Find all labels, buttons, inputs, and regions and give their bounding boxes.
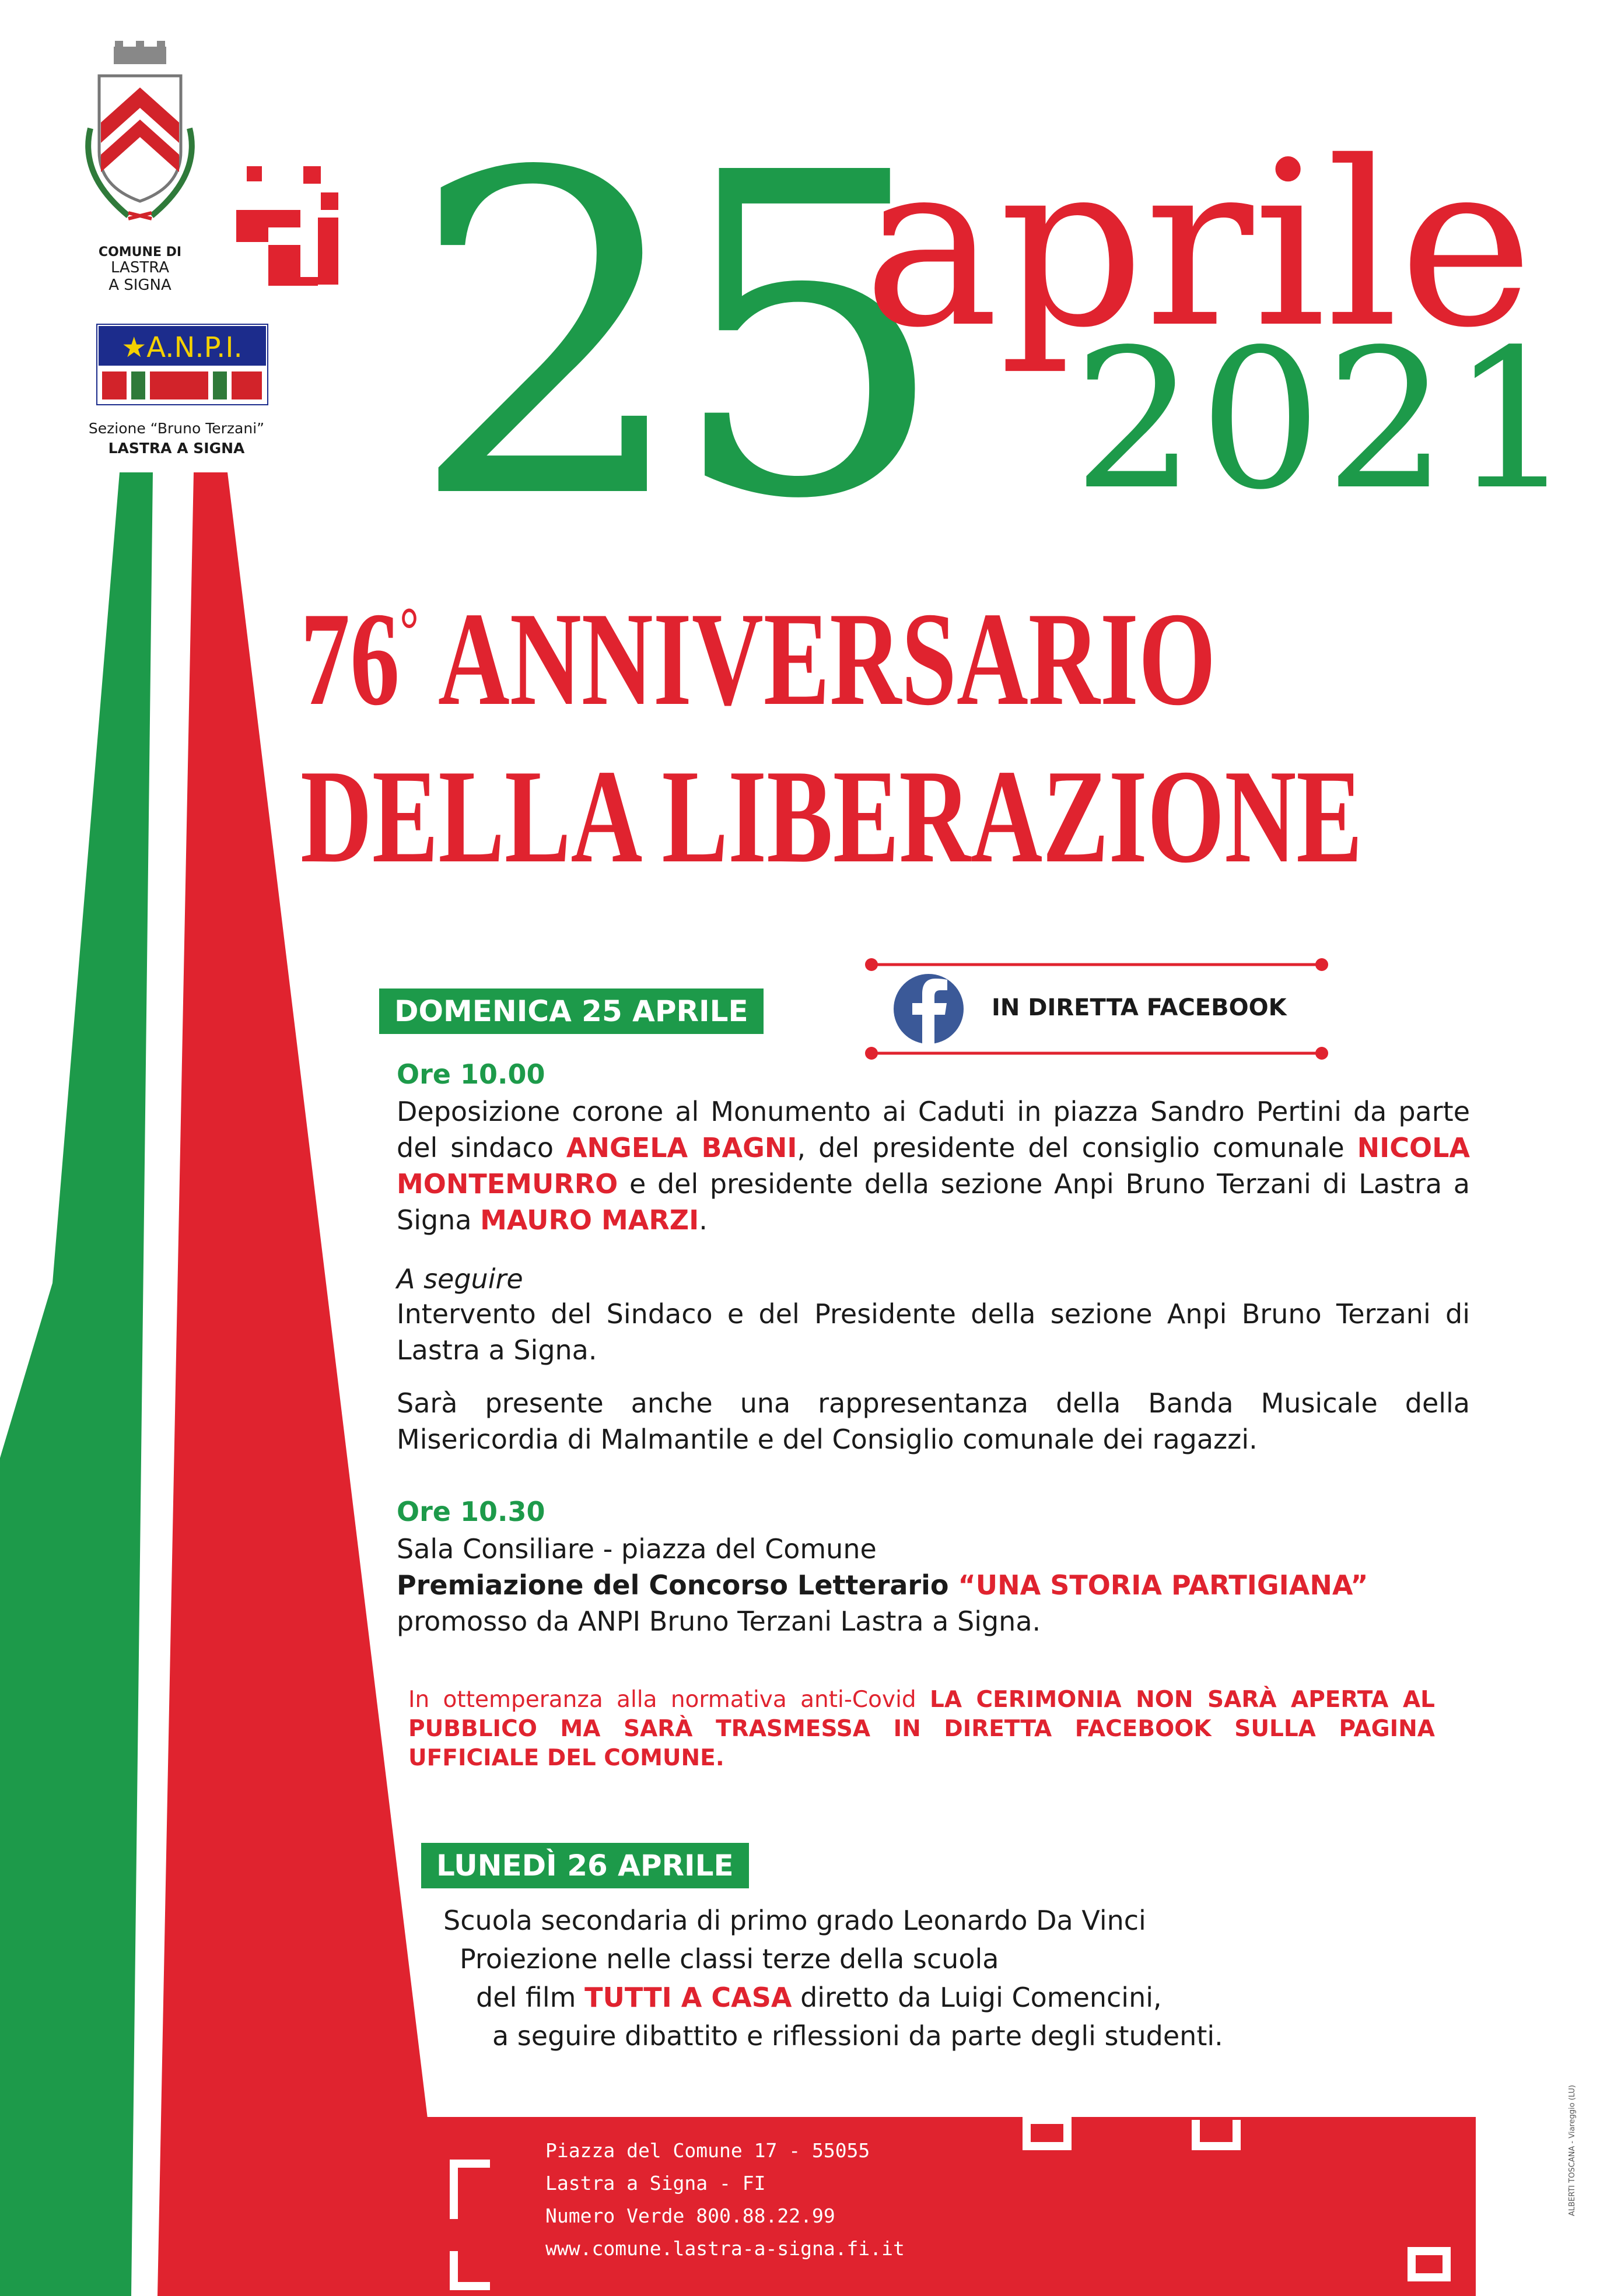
- monday-line1: Scuola secondaria di primo grado Leonardo Da Vinci: [443, 1905, 1146, 1936]
- footer-city: Lastra a Signa - FI: [545, 2172, 766, 2195]
- comune-line2: LASTRA: [110, 259, 170, 277]
- anpi-logo: [96, 324, 268, 405]
- footer-phone: Numero Verde 800.88.22.99: [545, 2204, 835, 2227]
- anpi-section: Sezione “Bruno Terzani”: [88, 420, 265, 437]
- monday-line3: [443, 1978, 1223, 2017]
- covid-notice-intro: In ottemperanza alla normativa anti-Covid: [408, 1687, 930, 1713]
- ceremony-paragraph: [397, 1093, 1470, 1238]
- band-paragraph: Sarà presente anche una rappresentanza della Banda Musicale della Misericordia di Malmantile e del Consiglio comunale dei ragazzi.: [397, 1387, 1470, 1455]
- coat-of-arms-logo: [73, 41, 207, 242]
- award-location: Sala Consiliare - piazza del Comune: [397, 1533, 877, 1565]
- speech-paragraph: Intervento del Sindaco e del Presidente della sezione Anpi Bruno Terzani di Lastra a Signa.: [397, 1298, 1470, 1366]
- p1-text-b: , del presidente del consiglio comunale: [797, 1132, 1357, 1163]
- footer-address: Piazza del Comune 17 - 55055: [545, 2139, 870, 2162]
- date-year: 2021: [1073, 308, 1577, 532]
- comune-line1: COMUNE DI: [98, 245, 182, 260]
- award-promoter: promosso da ANPI Bruno Terzani Lastra a Signa.: [397, 1606, 1041, 1637]
- facebook-icon: [894, 974, 964, 1044]
- award-title-label: Premiazione del Concorso Letterario: [397, 1569, 958, 1601]
- monday-line2: Proiezione nelle classi terze della scuola: [460, 1943, 999, 1975]
- p1-text-d: .: [699, 1204, 708, 1236]
- time-1030: Ore 10.30: [397, 1496, 545, 1527]
- sunday-badge: DOMENICA 25 APRILE: [379, 988, 764, 1034]
- covid-notice-bold: LA CERIMONIA NON SARÀ APERTA AL PUBBLICO MA SARÀ TRASMESSA IN DIRETTA FACEBOOK SULLA PAGINA UFFICIALE DEL COMUNE.: [408, 1687, 1435, 1771]
- date-day: 25: [408, 80, 926, 596]
- date-month: aprile: [863, 113, 1534, 377]
- monday-line3-b: diretto da Luigi Comencini,: [792, 1982, 1162, 2013]
- name-mayor: ANGELA BAGNI: [566, 1132, 797, 1163]
- anpi-place: LASTRA A SIGNA: [108, 439, 245, 457]
- comune-label: [70, 245, 210, 295]
- name-anpi-president: MAURO MARZI: [480, 1204, 699, 1236]
- title-line1: [300, 584, 1216, 733]
- degree-sign: °: [400, 594, 419, 665]
- title-line2: DELLA LIBERAZIONE: [300, 742, 1363, 891]
- pixel-cross-decor: [236, 166, 341, 286]
- monday-line3-a: del film: [476, 1982, 585, 2013]
- comune-line3: A SIGNA: [108, 276, 171, 295]
- anniversary-number: 76: [300, 584, 400, 733]
- film-title: TUTTI A CASA: [584, 1982, 792, 2013]
- contest-title: “UNA STORIA PARTIGIANA”: [958, 1569, 1368, 1601]
- monday-badge: LUNEDÌ 26 APRILE: [421, 1843, 749, 1888]
- a-seguire-label: A seguire: [397, 1263, 523, 1295]
- p1-text-a: Deposizione corone al Monumento ai Caduti in piazza Sandro Pertini da parte del sindaco: [397, 1096, 1470, 1163]
- facebook-live-label: IN DIRETTA FACEBOOK: [992, 994, 1287, 1021]
- green-ribbon: [0, 472, 153, 2296]
- footer-contacts: [545, 2134, 905, 2265]
- covid-notice: [408, 1685, 1435, 1773]
- anniversary-word: ANNIVERSARIO: [437, 584, 1216, 733]
- footer-website[interactable]: www.comune.lastra-a-signa.fi.it: [545, 2237, 905, 2260]
- anpi-section-label: [70, 419, 283, 458]
- time-1000: Ore 10.00: [397, 1058, 545, 1090]
- name-council-president: NICOLA MONTEMURRO: [397, 1132, 1470, 1200]
- anpi-text: ★A.N.P.I.: [121, 331, 243, 364]
- monday-program: [443, 1901, 1223, 2055]
- award-paragraph: [397, 1531, 1505, 1639]
- p1-text-c: e del presidente della sezione Anpi Bruno Terzani di Lastra a Signa: [397, 1168, 1470, 1236]
- printer-credit: ALBERTI TOSCANA - Viareggio (LU): [1568, 2085, 1577, 2216]
- monday-line4: a seguire dibattito e riflessioni da parte degli studenti.: [492, 2020, 1223, 2052]
